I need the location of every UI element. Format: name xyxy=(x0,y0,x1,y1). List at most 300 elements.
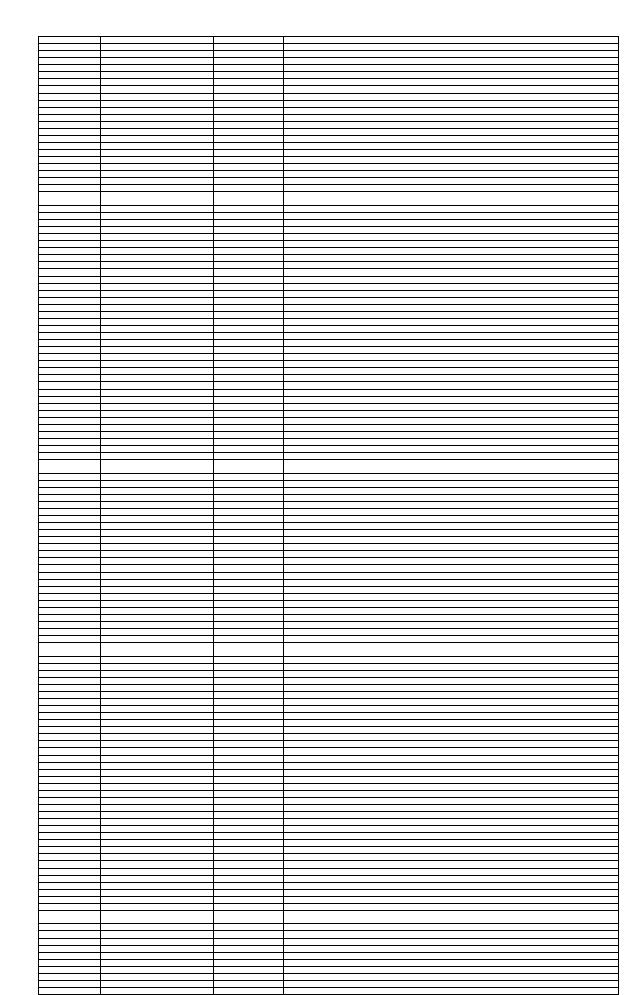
previous-number-cell xyxy=(214,79,284,86)
row-number-cell xyxy=(39,903,101,910)
address-cell xyxy=(284,192,619,206)
address-cell xyxy=(284,368,619,375)
address-cell xyxy=(284,494,619,501)
row-number-cell xyxy=(39,558,101,565)
table-row xyxy=(39,269,619,276)
row-number-cell xyxy=(39,670,101,677)
cadastral-number-cell xyxy=(101,262,214,269)
table-row xyxy=(39,579,619,586)
table-row xyxy=(39,220,619,227)
table-row xyxy=(39,910,619,924)
cadastral-number-cell xyxy=(101,58,214,65)
table-row xyxy=(39,142,619,149)
cadastral-number-cell xyxy=(101,241,214,248)
table-row xyxy=(39,924,619,931)
table-row xyxy=(39,473,619,480)
previous-number-cell xyxy=(214,621,284,628)
address-cell xyxy=(284,487,619,494)
row-number-cell xyxy=(39,72,101,79)
row-number-cell xyxy=(39,93,101,100)
table-row xyxy=(39,178,619,185)
address-cell xyxy=(284,311,619,318)
cadastral-number-cell xyxy=(101,987,214,994)
previous-number-cell xyxy=(214,508,284,515)
address-cell xyxy=(284,403,619,410)
previous-number-cell xyxy=(214,241,284,248)
row-number-cell xyxy=(39,403,101,410)
row-number-cell xyxy=(39,804,101,811)
previous-number-cell xyxy=(214,494,284,501)
cadastral-number-cell xyxy=(101,501,214,508)
address-cell xyxy=(284,804,619,811)
previous-number-cell xyxy=(214,361,284,368)
row-number-cell xyxy=(39,241,101,248)
previous-number-cell xyxy=(214,579,284,586)
address-cell xyxy=(284,107,619,114)
row-number-cell xyxy=(39,128,101,135)
address-cell xyxy=(284,501,619,508)
cadastral-number-cell xyxy=(101,861,214,868)
table-row xyxy=(39,128,619,135)
previous-number-cell xyxy=(214,593,284,600)
row-number-cell xyxy=(39,762,101,769)
cadastral-number-cell xyxy=(101,79,214,86)
table-row xyxy=(39,205,619,212)
cadastral-number-cell xyxy=(101,185,214,192)
row-number-cell xyxy=(39,368,101,375)
previous-number-cell xyxy=(214,453,284,460)
address-cell xyxy=(284,924,619,931)
cadastral-number-cell xyxy=(101,938,214,945)
row-number-cell xyxy=(39,776,101,783)
previous-number-cell xyxy=(214,325,284,332)
address-cell xyxy=(284,684,619,691)
row-number-cell xyxy=(39,290,101,297)
row-number-cell xyxy=(39,734,101,741)
address-cell xyxy=(284,889,619,896)
table-row xyxy=(39,776,619,783)
previous-number-cell xyxy=(214,403,284,410)
previous-number-cell xyxy=(214,931,284,938)
address-cell xyxy=(284,276,619,283)
row-number-cell xyxy=(39,171,101,178)
cadastral-number-cell xyxy=(101,508,214,515)
previous-number-cell xyxy=(214,734,284,741)
previous-number-cell xyxy=(214,551,284,558)
table-row xyxy=(39,973,619,980)
cadastral-number-cell xyxy=(101,178,214,185)
address-cell xyxy=(284,600,619,607)
table-row xyxy=(39,819,619,826)
previous-number-cell xyxy=(214,896,284,903)
previous-number-cell xyxy=(214,663,284,670)
previous-number-cell xyxy=(214,945,284,952)
row-number-cell xyxy=(39,340,101,347)
previous-number-cell xyxy=(214,51,284,58)
previous-number-cell xyxy=(214,128,284,135)
row-number-cell xyxy=(39,234,101,241)
row-number-cell xyxy=(39,51,101,58)
table-row xyxy=(39,361,619,368)
cadastral-number-cell xyxy=(101,734,214,741)
cadastral-number-cell xyxy=(101,171,214,178)
address-cell xyxy=(284,840,619,847)
previous-number-cell xyxy=(214,875,284,882)
cadastral-number-cell xyxy=(101,643,214,657)
row-number-cell xyxy=(39,325,101,332)
address-cell xyxy=(284,677,619,684)
table-row xyxy=(39,572,619,579)
previous-number-cell xyxy=(214,523,284,530)
previous-number-cell xyxy=(214,460,284,474)
row-number-cell xyxy=(39,586,101,593)
cadastral-number-cell xyxy=(101,762,214,769)
table-row xyxy=(39,100,619,107)
table-row xyxy=(39,325,619,332)
cadastral-number-cell xyxy=(101,945,214,952)
address-cell xyxy=(284,769,619,776)
address-cell xyxy=(284,663,619,670)
table-row xyxy=(39,234,619,241)
row-number-cell xyxy=(39,959,101,966)
address-cell xyxy=(284,621,619,628)
previous-number-cell xyxy=(214,375,284,382)
table-row xyxy=(39,276,619,283)
row-number-cell xyxy=(39,952,101,959)
row-number-cell xyxy=(39,142,101,149)
previous-number-cell xyxy=(214,952,284,959)
previous-number-cell xyxy=(214,487,284,494)
row-number-cell xyxy=(39,593,101,600)
address-cell xyxy=(284,636,619,643)
address-cell xyxy=(284,283,619,290)
cadastral-number-cell xyxy=(101,424,214,431)
address-cell xyxy=(284,325,619,332)
previous-number-cell xyxy=(214,769,284,776)
previous-number-cell xyxy=(214,713,284,720)
table-row xyxy=(39,403,619,410)
cadastral-number-cell xyxy=(101,340,214,347)
address-cell xyxy=(284,480,619,487)
cadastral-number-cell xyxy=(101,980,214,987)
table-row xyxy=(39,114,619,121)
address-cell xyxy=(284,290,619,297)
cadastral-number-cell xyxy=(101,86,214,93)
row-number-cell xyxy=(39,551,101,558)
row-number-cell xyxy=(39,629,101,636)
row-number-cell xyxy=(39,882,101,889)
table-row xyxy=(39,389,619,396)
address-cell xyxy=(284,544,619,551)
table-row xyxy=(39,854,619,861)
row-number-cell xyxy=(39,487,101,494)
previous-number-cell xyxy=(214,86,284,93)
address-cell xyxy=(284,741,619,748)
address-cell xyxy=(284,248,619,255)
cadastral-number-cell xyxy=(101,889,214,896)
cadastral-number-cell xyxy=(101,565,214,572)
address-cell xyxy=(284,656,619,663)
cadastral-number-cell xyxy=(101,255,214,262)
previous-number-cell xyxy=(214,205,284,212)
previous-number-cell xyxy=(214,37,284,44)
row-number-cell xyxy=(39,220,101,227)
previous-number-cell xyxy=(214,318,284,325)
previous-number-cell xyxy=(214,762,284,769)
row-number-cell xyxy=(39,58,101,65)
previous-number-cell xyxy=(214,333,284,340)
previous-number-cell xyxy=(214,438,284,445)
previous-number-cell xyxy=(214,684,284,691)
row-number-cell xyxy=(39,205,101,212)
cadastral-number-cell xyxy=(101,713,214,720)
row-number-cell xyxy=(39,523,101,530)
table-row xyxy=(39,37,619,44)
cadastral-number-cell xyxy=(101,833,214,840)
table-row xyxy=(39,812,619,819)
row-number-cell xyxy=(39,868,101,875)
row-number-cell xyxy=(39,706,101,713)
cadastral-number-cell xyxy=(101,593,214,600)
address-cell xyxy=(284,812,619,819)
address-cell xyxy=(284,790,619,797)
row-number-cell xyxy=(39,121,101,128)
previous-number-cell xyxy=(214,142,284,149)
previous-number-cell xyxy=(214,558,284,565)
row-number-cell xyxy=(39,607,101,614)
previous-number-cell xyxy=(214,107,284,114)
table-row xyxy=(39,945,619,952)
table-row xyxy=(39,931,619,938)
table-row xyxy=(39,663,619,670)
address-cell xyxy=(284,819,619,826)
cadastral-number-cell xyxy=(101,460,214,474)
table-row xyxy=(39,537,619,544)
table-row xyxy=(39,804,619,811)
previous-number-cell xyxy=(214,973,284,980)
previous-number-cell xyxy=(214,656,284,663)
address-cell xyxy=(284,269,619,276)
cadastral-number-cell xyxy=(101,375,214,382)
row-number-cell xyxy=(39,494,101,501)
address-cell xyxy=(284,347,619,354)
cadastral-number-cell xyxy=(101,51,214,58)
cadastral-number-cell xyxy=(101,37,214,44)
address-cell xyxy=(284,375,619,382)
cadastral-number-cell xyxy=(101,396,214,403)
previous-number-cell xyxy=(214,121,284,128)
previous-number-cell xyxy=(214,854,284,861)
previous-number-cell xyxy=(214,516,284,523)
row-number-cell xyxy=(39,713,101,720)
row-number-cell xyxy=(39,530,101,537)
table-row xyxy=(39,629,619,636)
previous-number-cell xyxy=(214,833,284,840)
cadastral-number-cell xyxy=(101,769,214,776)
table-row xyxy=(39,354,619,361)
cadastral-number-cell xyxy=(101,875,214,882)
table-row xyxy=(39,333,619,340)
table-row xyxy=(39,565,619,572)
row-number-cell xyxy=(39,579,101,586)
cadastral-number-cell xyxy=(101,607,214,614)
row-number-cell xyxy=(39,987,101,994)
row-number-cell xyxy=(39,107,101,114)
address-cell xyxy=(284,417,619,424)
previous-number-cell xyxy=(214,826,284,833)
cadastral-number-cell xyxy=(101,368,214,375)
table-row xyxy=(39,861,619,868)
table-row xyxy=(39,987,619,994)
previous-number-cell xyxy=(214,501,284,508)
previous-number-cell xyxy=(214,691,284,698)
cadastral-number-cell xyxy=(101,706,214,713)
previous-number-cell xyxy=(214,164,284,171)
cadastral-number-cell xyxy=(101,797,214,804)
table-row xyxy=(39,551,619,558)
row-number-cell xyxy=(39,311,101,318)
row-number-cell xyxy=(39,318,101,325)
row-number-cell xyxy=(39,480,101,487)
table-row xyxy=(39,290,619,297)
address-cell xyxy=(284,748,619,755)
table-row xyxy=(39,396,619,403)
previous-number-cell xyxy=(214,255,284,262)
address-cell xyxy=(284,72,619,79)
cadastral-number-cell xyxy=(101,621,214,628)
previous-number-cell xyxy=(214,396,284,403)
row-number-cell xyxy=(39,636,101,643)
table-row xyxy=(39,783,619,790)
cadastral-number-cell xyxy=(101,304,214,311)
row-number-cell xyxy=(39,861,101,868)
previous-number-cell xyxy=(214,776,284,783)
table-row xyxy=(39,424,619,431)
row-number-cell xyxy=(39,938,101,945)
table-row xyxy=(39,121,619,128)
cadastral-number-cell xyxy=(101,670,214,677)
address-cell xyxy=(284,37,619,44)
address-cell xyxy=(284,938,619,945)
previous-number-cell xyxy=(214,72,284,79)
cadastral-number-cell xyxy=(101,410,214,417)
address-cell xyxy=(284,255,619,262)
row-number-cell xyxy=(39,135,101,142)
table-row xyxy=(39,847,619,854)
table-row xyxy=(39,255,619,262)
address-cell xyxy=(284,896,619,903)
previous-number-cell xyxy=(214,417,284,424)
table-row xyxy=(39,65,619,72)
cadastral-number-cell xyxy=(101,44,214,51)
table-row xyxy=(39,896,619,903)
row-number-cell xyxy=(39,769,101,776)
row-number-cell xyxy=(39,508,101,515)
previous-number-cell xyxy=(214,150,284,157)
table-row xyxy=(39,586,619,593)
row-number-cell xyxy=(39,382,101,389)
address-cell xyxy=(284,304,619,311)
row-number-cell xyxy=(39,185,101,192)
row-number-cell xyxy=(39,410,101,417)
table-row xyxy=(39,297,619,304)
row-number-cell xyxy=(39,544,101,551)
previous-number-cell xyxy=(214,586,284,593)
table-row xyxy=(39,508,619,515)
row-number-cell xyxy=(39,304,101,311)
table-row xyxy=(39,720,619,727)
address-cell xyxy=(284,776,619,783)
table-row xyxy=(39,797,619,804)
row-number-cell xyxy=(39,262,101,269)
previous-number-cell xyxy=(214,629,284,636)
table-row xyxy=(39,741,619,748)
address-cell xyxy=(284,361,619,368)
row-number-cell xyxy=(39,980,101,987)
previous-number-cell xyxy=(214,262,284,269)
previous-number-cell xyxy=(214,410,284,417)
cadastral-number-cell xyxy=(101,544,214,551)
previous-number-cell xyxy=(214,889,284,896)
previous-number-cell xyxy=(214,446,284,453)
previous-number-cell xyxy=(214,804,284,811)
cadastral-number-cell xyxy=(101,572,214,579)
address-cell xyxy=(284,826,619,833)
table-row xyxy=(39,480,619,487)
previous-number-cell xyxy=(214,903,284,910)
table-row xyxy=(39,382,619,389)
previous-number-cell xyxy=(214,178,284,185)
cadastral-number-cell xyxy=(101,973,214,980)
cadastral-number-cell xyxy=(101,826,214,833)
previous-number-cell xyxy=(214,135,284,142)
table-row xyxy=(39,192,619,206)
cadastral-number-cell xyxy=(101,924,214,931)
address-cell xyxy=(284,755,619,762)
row-number-cell xyxy=(39,79,101,86)
address-cell xyxy=(284,86,619,93)
cadastral-number-cell xyxy=(101,691,214,698)
table-row xyxy=(39,44,619,51)
table-row xyxy=(39,980,619,987)
cadastral-number-cell xyxy=(101,741,214,748)
table-row xyxy=(39,164,619,171)
table-row xyxy=(39,501,619,508)
cadastral-number-cell xyxy=(101,600,214,607)
table-row xyxy=(39,79,619,86)
address-cell xyxy=(284,340,619,347)
row-number-cell xyxy=(39,473,101,480)
address-cell xyxy=(284,164,619,171)
previous-number-cell xyxy=(214,276,284,283)
address-cell xyxy=(284,523,619,530)
previous-number-cell xyxy=(214,382,284,389)
previous-number-cell xyxy=(214,269,284,276)
row-number-cell xyxy=(39,361,101,368)
address-cell xyxy=(284,629,619,636)
row-number-cell xyxy=(39,677,101,684)
cadastral-number-cell xyxy=(101,325,214,332)
row-number-cell xyxy=(39,840,101,847)
address-cell xyxy=(284,966,619,973)
address-cell xyxy=(284,558,619,565)
address-cell xyxy=(284,58,619,65)
table-row xyxy=(39,643,619,657)
table-row xyxy=(39,840,619,847)
cadastral-number-cell xyxy=(101,65,214,72)
row-number-cell xyxy=(39,212,101,219)
cadastral-number-cell xyxy=(101,164,214,171)
